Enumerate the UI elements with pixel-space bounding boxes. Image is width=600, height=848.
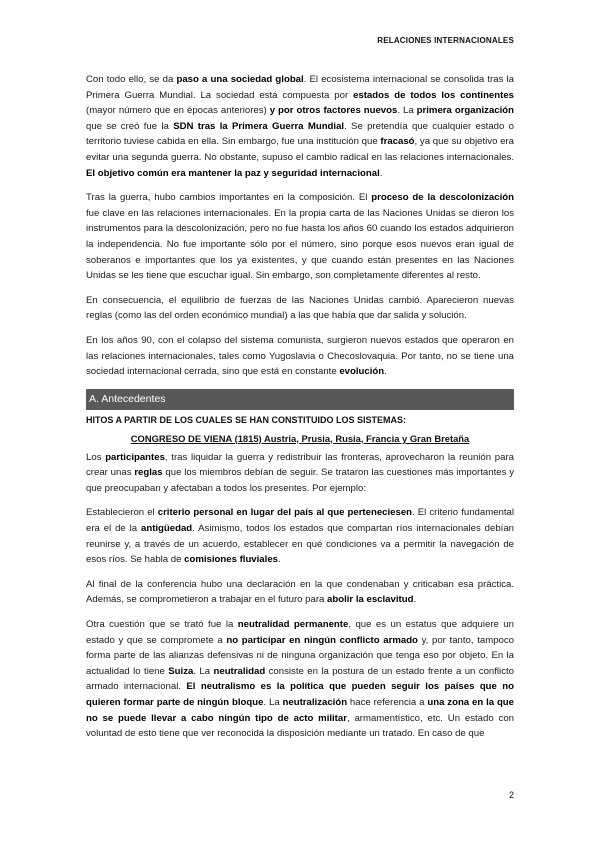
- bold-text: comisiones fluviales: [184, 554, 278, 566]
- text-run: Con todo ello, se da: [86, 74, 177, 85]
- text-run: .: [384, 366, 387, 378]
- bold-text: proceso de la descolonización: [371, 192, 514, 204]
- text-run: Los: [86, 451, 106, 463]
- text-run: .: [277, 554, 281, 566]
- text-run: . El ecosistema internacional se consolida tras la Primera Guerra Mundial. La sociedad está compuesta por: [86, 74, 515, 101]
- text-run: (mayor número que en épocas anteriores): [86, 105, 270, 117]
- paragraphs-bottom: [86, 450, 514, 742]
- text-run: y, por tanto, tampoco forma parte de las alianzas defensivas ni de ninguna organización que tenga eso por objeto. En la actualidad lo tiene: [86, 634, 515, 677]
- text-run: . El criterio fundamental era el de la: [86, 507, 515, 535]
- bold-text: Suiza: [168, 665, 194, 677]
- text-run: Al final de la conferencia hubo una declaración en la que condenaban y criticaban esa práctica. Además, se comprometieron a trabajar en el futuro para: [86, 578, 514, 606]
- bold-text: y por otros factores nuevos: [269, 105, 398, 117]
- text-run: .: [413, 594, 417, 606]
- bold-text: SDN tras la Primera Guerra Mundial: [173, 120, 345, 132]
- bold-text: participantes: [105, 451, 165, 463]
- text-run: Tras la guerra, hubo cambios importantes en la composición. El: [86, 192, 372, 204]
- paragraph: [86, 293, 514, 324]
- bold-text: neutralización: [282, 697, 348, 708]
- bold-text: criterio personal en lugar del país al que perteneciesen: [157, 507, 413, 519]
- text-run: que los miembros debían de seguir. Se trataron las cuestiones más importantes y que preocupaban y afectaban a todos los presentes. Por ejemplo:: [86, 467, 514, 494]
- text-run: fue clave en las relaciones internacionales. En la propia carta de las Naciones Unidas se dieron los instrumentos para la descolonización, pero no fue hasta los años 60 cuando los estados adquirieron la independencia. No fue importante sólo por el número, sino porque esos nuevos eran igual de soberanos e importantes que los ya existentes, y que cuando están presentes en las Naciones Unidas se les tiene que escuchar igual. Sin embargo, son completamente diferentes al resto.: [86, 207, 514, 282]
- paragraph: [86, 72, 514, 181]
- text-run: . La: [263, 697, 283, 708]
- text-run: . Se pretendía que cualquier estado o territorio tuviese cabida en ella. Sin embargo, fue una institución que: [86, 120, 514, 148]
- bold-text: neutralidad permanente: [237, 619, 349, 631]
- bold-text: no participar en ningún conflicto armado: [226, 634, 418, 646]
- bold-text: abolir la esclavitud: [327, 594, 414, 606]
- text-run: , armamentístico, etc. Un estado con voluntad de esto tiene que ver reconocida la disposición mediante un tratado. En caso de que: [86, 712, 514, 740]
- text-run: que se creó fue la: [86, 120, 174, 132]
- paragraph: [86, 190, 514, 284]
- congreso-heading: CONGRESO DE VIENA (1815) Austria, Prusia, Rusia, Francia y Gran Bretaña: [130, 432, 470, 444]
- text-run: En los años 90, con el colapso del sistema comunista, surgieron nuevos estados que operaron en las relaciones internacionales, tales como Yugoslavia o Checoslovaquia. Por tanto, no se tiene una sociedad internacional cerrada, sino que está en constante: [86, 334, 514, 378]
- paragraph: [86, 450, 514, 497]
- text-run: .: [379, 167, 383, 179]
- bold-text: antigüedad: [141, 523, 193, 535]
- paragraph: [86, 333, 514, 380]
- text-run: En consecuencia, el equilibrio de fuerzas de las Naciones Unidas cambió. Aparecieron nuevas reglas (como las del orden económico mundial) a las que había que dar salida y solución.: [86, 294, 514, 322]
- page-number: 2: [508, 790, 514, 800]
- text-run: . La: [397, 105, 417, 117]
- text-run: Establecieron el: [86, 507, 158, 519]
- text-run: . Asimismo, todos los estados que compartan ríos internacionales debían reunirse y, a través de un acuerdo, establecer en qué condiciones va a permitir la navegación de esos ríos. Se habla de: [86, 523, 514, 566]
- bold-text: reglas: [134, 467, 163, 479]
- text-run: Otra cuestión que se trató fue la: [86, 619, 238, 631]
- paragraphs-top: [86, 72, 514, 380]
- bold-text: neutralidad: [213, 665, 266, 677]
- text-run: , que es un estatus que adquiere un estado y que se compromete a: [86, 619, 514, 646]
- paragraph: [86, 617, 514, 742]
- hitos-heading: HITOS A PARTIR DE LOS CUALES SE HAN CONSTITUIDO LOS SISTEMAS:: [86, 414, 407, 425]
- text-run: , ya que su objetivo era evitar una segunda guerra. No obstante, supuso el cambio radical en las relaciones internacionales.: [86, 136, 514, 163]
- text-run: . La: [193, 665, 214, 677]
- bold-text: fracasó: [380, 136, 415, 148]
- bold-text: El objetivo común era mantener la paz y seguridad internacional: [86, 167, 380, 179]
- bold-text: evolución: [339, 366, 385, 378]
- running-header: RELACIONES INTERNACIONALES: [377, 36, 514, 45]
- bold-text: una zona en la que no se puede llevar a cabo ningún tipo de acto militar: [86, 697, 515, 724]
- document-body: [86, 72, 514, 751]
- text-run: consiste en la postura de un estado frente a un conflicto armado internacional.: [86, 665, 514, 693]
- bold-text: estados de todos los continentes: [353, 89, 514, 101]
- paragraph: [86, 577, 514, 608]
- paragraph: [86, 505, 514, 567]
- text-run: hace referencia a: [347, 697, 428, 708]
- bold-text: paso a una sociedad global: [176, 74, 304, 85]
- text-run: , tras liquidar la guerra y redistribuir las fronteras, aprovecharon la reunión para crear unas: [86, 451, 514, 479]
- section-heading: A. Antecedentes: [86, 389, 514, 410]
- bold-text: El neutralismo es la política que pueden seguir los países que no quieren formar parte de ningún bloque: [86, 681, 514, 708]
- bold-text: primera organización: [416, 105, 515, 117]
